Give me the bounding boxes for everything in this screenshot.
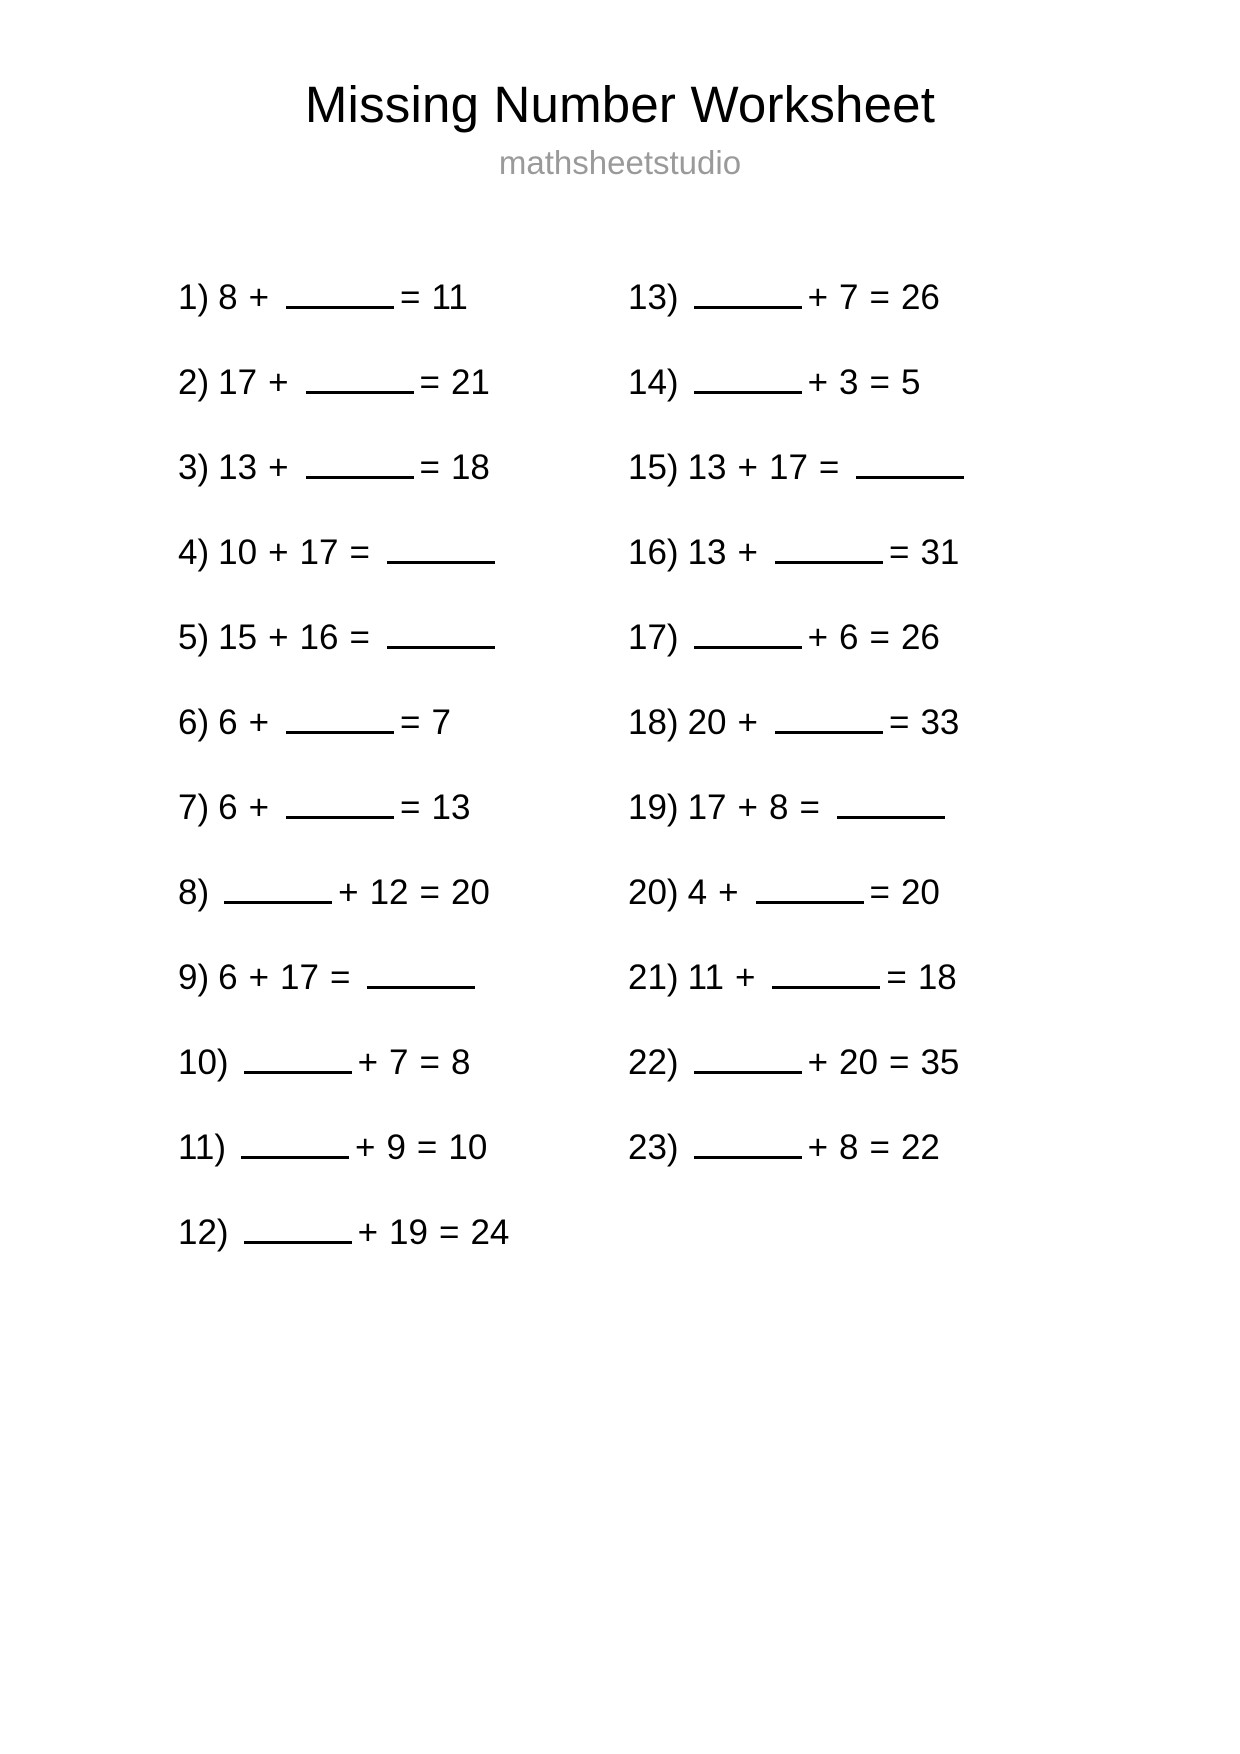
problem-number: 13) — [628, 278, 679, 318]
plus-sign: + — [248, 703, 270, 743]
equals-sign: = — [888, 703, 910, 743]
number-token: 6 — [218, 788, 238, 828]
number-token: 6 — [839, 618, 859, 658]
problem-number: 8) — [178, 873, 210, 913]
problem-16 — [628, 531, 1078, 616]
plus-sign: + — [807, 618, 829, 658]
plus-sign: + — [807, 1043, 829, 1083]
number-token: 17 — [687, 788, 727, 828]
problem-expression — [688, 1041, 960, 1083]
number-token: 13 — [431, 788, 471, 828]
answer-blank[interactable] — [224, 871, 332, 904]
equals-sign: = — [886, 958, 907, 998]
problem-expression — [687, 786, 951, 828]
problem-1 — [178, 276, 628, 361]
plus-sign: + — [737, 788, 758, 828]
answer-blank[interactable] — [694, 361, 802, 394]
number-token: 17 — [768, 448, 808, 488]
problem-number: 17) — [628, 618, 679, 658]
problem-number: 6) — [178, 703, 210, 743]
problem-22 — [628, 1041, 1078, 1126]
plus-sign: + — [737, 703, 758, 743]
answer-blank[interactable] — [837, 786, 945, 819]
number-token: 19 — [389, 1213, 428, 1253]
problem-columns — [0, 276, 1240, 1296]
plus-sign: + — [268, 448, 289, 488]
equals-sign: = — [400, 278, 421, 318]
problem-number: 12) — [178, 1213, 229, 1253]
equals-sign: = — [329, 958, 351, 998]
equals-sign: = — [869, 363, 890, 403]
equals-sign: = — [869, 278, 890, 318]
number-token: 35 — [920, 1043, 960, 1083]
problem-number: 15) — [628, 448, 679, 488]
problem-15 — [628, 446, 1078, 531]
equals-sign: = — [349, 533, 370, 573]
equals-sign: = — [888, 1043, 910, 1083]
equals-sign: = — [400, 703, 421, 743]
left-column — [178, 276, 628, 1296]
number-token: 20 — [450, 873, 490, 913]
number-token: 8 — [450, 1043, 471, 1083]
problem-expression — [218, 701, 451, 743]
problem-number: 10) — [178, 1043, 229, 1083]
problem-number: 22) — [628, 1043, 679, 1083]
problem-expression — [235, 1126, 488, 1168]
number-token: 7 — [389, 1043, 409, 1083]
problem-9 — [178, 956, 628, 1041]
problem-6 — [178, 701, 628, 786]
number-token: 9 — [386, 1128, 406, 1168]
answer-blank[interactable] — [286, 276, 394, 309]
plus-sign: + — [807, 1128, 829, 1168]
problem-expression — [687, 956, 957, 998]
problem-number: 16) — [628, 533, 679, 573]
number-token: 8 — [839, 1128, 859, 1168]
problem-20 — [628, 871, 1078, 956]
problem-expression — [218, 956, 481, 998]
equals-sign: = — [888, 533, 910, 573]
number-token: 10 — [218, 533, 258, 573]
number-token: 18 — [450, 448, 490, 488]
plus-sign: + — [268, 533, 289, 573]
problem-expression — [218, 531, 501, 573]
answer-blank[interactable] — [244, 1211, 352, 1244]
problem-11 — [178, 1126, 628, 1211]
answer-blank[interactable] — [756, 871, 864, 904]
problem-expression — [218, 786, 471, 828]
plus-sign: + — [248, 788, 270, 828]
problem-expression — [218, 616, 501, 658]
problem-expression — [688, 276, 940, 318]
problem-number: 4) — [178, 533, 210, 573]
equals-sign: = — [416, 1128, 438, 1168]
problem-expression — [687, 446, 971, 488]
answer-blank[interactable] — [244, 1041, 352, 1074]
problem-expression — [687, 701, 960, 743]
problem-number: 18) — [628, 703, 679, 743]
problem-23 — [628, 1126, 1078, 1211]
plus-sign: + — [807, 363, 829, 403]
problem-number: 11) — [178, 1128, 226, 1168]
number-token: 10 — [448, 1128, 488, 1168]
equals-sign: = — [400, 788, 421, 828]
problem-5 — [178, 616, 628, 701]
answer-blank[interactable] — [694, 1126, 802, 1159]
number-token: 7 — [431, 703, 451, 743]
problem-number: 21) — [628, 958, 679, 998]
problem-number: 14) — [628, 363, 679, 403]
equals-sign: = — [349, 618, 370, 658]
answer-blank[interactable] — [241, 1126, 349, 1159]
number-token: 31 — [920, 533, 960, 573]
problem-7 — [178, 786, 628, 871]
number-token: 17 — [218, 363, 258, 403]
plus-sign: + — [338, 873, 359, 913]
problem-expression — [687, 871, 940, 913]
answer-blank[interactable] — [694, 276, 802, 309]
number-token: 12 — [369, 873, 409, 913]
equals-sign: = — [799, 788, 820, 828]
problem-expression — [218, 871, 490, 913]
problem-21 — [628, 956, 1078, 1041]
answer-blank[interactable] — [775, 531, 883, 564]
problem-number: 7) — [178, 788, 210, 828]
plus-sign: + — [248, 278, 270, 318]
problem-expression — [238, 1041, 471, 1083]
plus-sign: + — [357, 1043, 379, 1083]
problem-number: 19) — [628, 788, 679, 828]
equals-sign: = — [438, 1213, 460, 1253]
problem-number: 2) — [178, 363, 210, 403]
number-token: 13 — [687, 533, 727, 573]
number-token: 5 — [900, 363, 921, 403]
problem-expression — [688, 616, 940, 658]
plus-sign: + — [268, 618, 289, 658]
equals-sign: = — [869, 618, 890, 658]
answer-blank[interactable] — [286, 786, 394, 819]
problem-expression — [218, 276, 468, 318]
number-token: 26 — [900, 278, 940, 318]
equals-sign: = — [419, 1043, 440, 1083]
page-title: Missing Number Worksheet — [304, 76, 936, 133]
number-token: 6 — [218, 703, 238, 743]
number-token: 26 — [900, 618, 940, 658]
answer-blank[interactable] — [775, 701, 883, 734]
problem-12 — [178, 1211, 628, 1296]
answer-blank[interactable] — [772, 956, 880, 989]
problem-number: 20) — [628, 873, 679, 913]
problem-expression — [218, 361, 490, 403]
number-token: 4 — [687, 873, 708, 913]
plus-sign: + — [737, 533, 758, 573]
problem-number: 9) — [178, 958, 210, 998]
number-token: 18 — [917, 958, 957, 998]
problem-expression — [688, 361, 921, 403]
plus-sign: + — [807, 278, 829, 318]
number-token: 6 — [218, 958, 238, 998]
problem-expression — [687, 531, 960, 573]
answer-blank[interactable] — [367, 956, 475, 989]
answer-blank[interactable] — [387, 616, 495, 649]
number-token: 11 — [431, 278, 468, 318]
equals-sign: = — [419, 448, 440, 488]
answer-blank[interactable] — [387, 531, 495, 564]
plus-sign: + — [268, 363, 289, 403]
number-token: 22 — [900, 1128, 940, 1168]
equals-sign: = — [419, 363, 440, 403]
answer-blank[interactable] — [286, 701, 394, 734]
problem-14 — [628, 361, 1078, 446]
number-token: 17 — [299, 533, 339, 573]
problem-number: 3) — [178, 448, 210, 488]
problem-2 — [178, 361, 628, 446]
problem-8 — [178, 871, 628, 956]
problem-expression — [688, 1126, 940, 1168]
problem-expression — [238, 1211, 510, 1253]
page-subtitle: mathsheetstudio — [498, 143, 742, 181]
number-token: 24 — [470, 1213, 510, 1253]
plus-sign: + — [737, 448, 758, 488]
plus-sign: + — [355, 1128, 376, 1168]
problem-number: 1) — [178, 278, 210, 318]
problem-3 — [178, 446, 628, 531]
equals-sign: = — [869, 1128, 890, 1168]
problem-17 — [628, 616, 1078, 701]
number-token: 8 — [768, 788, 789, 828]
answer-blank[interactable] — [694, 616, 802, 649]
equals-sign: = — [869, 873, 890, 913]
problem-4 — [178, 531, 628, 616]
number-token: 3 — [839, 363, 859, 403]
right-column — [628, 276, 1078, 1211]
number-token: 8 — [218, 278, 238, 318]
plus-sign: + — [357, 1213, 379, 1253]
number-token: 13 — [687, 448, 727, 488]
number-token: 20 — [687, 703, 727, 743]
answer-blank[interactable] — [306, 446, 414, 479]
problem-18 — [628, 701, 1078, 786]
answer-blank[interactable] — [694, 1041, 802, 1074]
plus-sign: + — [734, 958, 756, 998]
number-token: 21 — [450, 363, 490, 403]
number-token: 33 — [920, 703, 960, 743]
problem-number: 23) — [628, 1128, 679, 1168]
number-token: 11 — [687, 958, 724, 998]
problem-13 — [628, 276, 1078, 361]
equals-sign: = — [419, 873, 440, 913]
plus-sign: + — [248, 958, 270, 998]
number-token: 20 — [900, 873, 940, 913]
number-token: 16 — [299, 618, 339, 658]
problem-number: 5) — [178, 618, 210, 658]
problem-expression — [218, 446, 490, 488]
answer-blank[interactable] — [306, 361, 414, 394]
number-token: 20 — [839, 1043, 878, 1083]
number-token: 17 — [280, 958, 319, 998]
problem-19 — [628, 786, 1078, 871]
worksheet-header — [0, 0, 1240, 180]
number-token: 13 — [218, 448, 258, 488]
answer-blank[interactable] — [856, 446, 964, 479]
number-token: 15 — [218, 618, 258, 658]
problem-10 — [178, 1041, 628, 1126]
number-token: 7 — [839, 278, 859, 318]
equals-sign: = — [818, 448, 840, 488]
plus-sign: + — [718, 873, 739, 913]
